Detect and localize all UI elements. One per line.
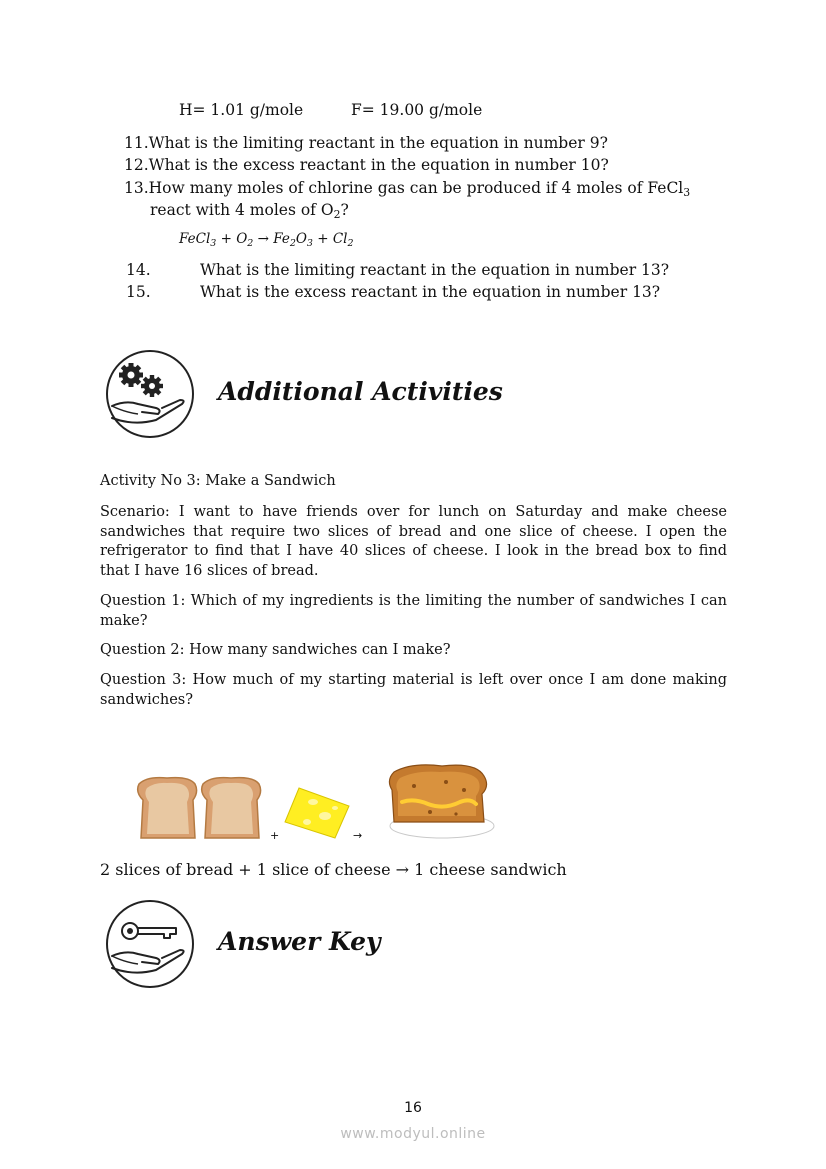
key-hand-icon [104,898,196,990]
illustration-plus: + [270,829,280,842]
plus-sign: + [312,231,333,247]
activity-question-1: Question 1: Which of my ingredients is the limiting the number of sandwiches I can make? [100,593,727,629]
reactant-1: FeCl [179,231,211,247]
subscript: 2 [247,238,254,249]
watermark-text: www.modyul.online [340,1126,486,1142]
section-title-additional-activities: Additional Activities [218,377,503,406]
gears-hand-icon [104,348,196,440]
product-2: Cl [332,231,348,247]
subscript: 2 [333,208,341,221]
question-15-text: What is the excess reactant in the equation in number 13? [200,283,661,301]
question-14-number: 14. [126,261,151,279]
product-1: O [295,231,307,247]
cheese-sandwich-image [384,760,496,840]
product-1: Fe [273,231,290,247]
question-12 [124,154,609,176]
question-15-number: 15. [126,283,151,301]
molar-mass-f: F= 19.00 g/mole [351,101,483,119]
reactant-2: O [236,231,248,247]
subscript: 3 [683,186,691,199]
molar-mass-h: H= 1.01 g/mole [179,101,304,119]
cheese-slice-image [283,784,351,840]
section-title-answer-key: Answer Key [218,927,381,956]
question-11 [124,132,608,154]
activity-question-2: Question 2: How many sandwiches can I make? [100,642,451,658]
illustration-caption: 2 slices of bread + 1 slice of cheese → 1 cheese sandwich [100,860,567,879]
question-number: 12. [124,156,149,174]
activity-scenario: Scenario: I want to have friends over for lunch on Saturday and make cheese sandwiches that require two slices of bread and one slice of cheese. I open the refrigerator to find that I have 40 slices of cheese. I look in the bread box to find that I have 16 slices of bread. [100,504,727,579]
illustration-arrow: → [353,829,363,842]
question-number: 11. [124,134,149,152]
activity-title: Activity No 3: Make a Sandwich [100,473,336,489]
chemical-equation [179,231,354,249]
question-text: What is the limiting reactant in the equation in number 9? [148,134,608,152]
subscript: 2 [347,238,354,249]
question-text: ? [340,201,349,219]
subscript: 3 [306,238,313,249]
activity-question-3: Question 3: How much of my starting material is left over once I am done making sandwiches? [100,672,727,708]
question-text: What is the excess reactant in the equation in number 10? [148,156,609,174]
subscript: 2 [289,238,296,249]
question-text: How many moles of chlorine gas can be produced if 4 moles of FeCl [148,179,684,197]
yields-arrow: → [253,231,274,247]
subscript: 3 [210,238,217,249]
question-number: 13. [124,179,149,197]
question-text: react with 4 moles of O [150,201,334,219]
bread-slices-image [135,776,267,842]
question-14-text: What is the limiting reactant in the equation in number 13? [200,261,670,279]
page-number: 16 [404,1100,422,1116]
plus-sign: + [216,231,237,247]
question-13-continued [150,199,349,226]
